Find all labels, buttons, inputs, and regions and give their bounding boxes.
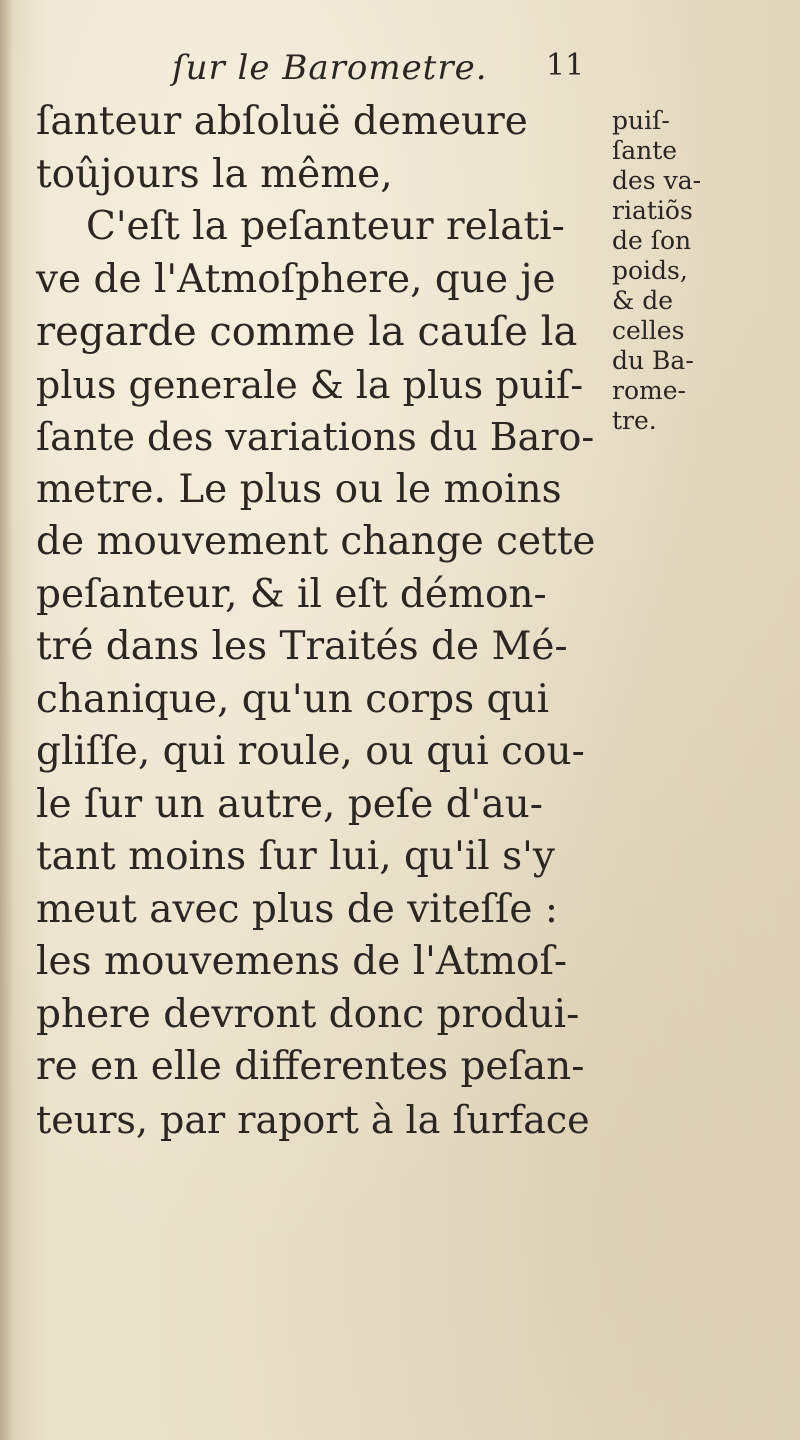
text-line: re en elle differentes peſan- xyxy=(36,1044,585,1089)
running-title: ſur le Barometre. xyxy=(172,48,488,88)
margin-note-line: & de xyxy=(612,286,673,315)
text-line: ve de l'Atmoſphere, que je xyxy=(36,256,556,302)
margin-note-line: celles xyxy=(612,316,685,345)
text-line: chanique, qu'un corps qui xyxy=(36,676,550,722)
text-line: tré dans les Traités de Mé- xyxy=(36,624,568,669)
text-line: tant moins ſur lui, qu'il s'y xyxy=(36,834,555,879)
page-number: 11 xyxy=(546,48,585,83)
text-line: plus generale & la plus puiſ- xyxy=(36,362,584,407)
margin-note-line: de ſon xyxy=(612,226,692,255)
margin-note-line: poids, xyxy=(612,256,688,285)
text-line: phere devront donc produi- xyxy=(36,991,580,1037)
text-line: peſanteur, & il eſt démon- xyxy=(36,571,547,617)
margin-note-line: des va- xyxy=(612,166,702,195)
margin-note-line: rome- xyxy=(612,376,686,405)
margin-note-line: riatiõs xyxy=(612,196,693,225)
margin-note-line: puiſ- xyxy=(612,106,670,135)
marginal-note xyxy=(612,106,792,436)
margin-note-line: du Ba- xyxy=(612,346,694,375)
main-text-block xyxy=(36,96,596,1146)
text-line: gliſſe, qui roule, ou qui cou- xyxy=(36,729,585,774)
page-gutter-shadow xyxy=(0,0,14,1440)
margin-note-line: ſante xyxy=(612,136,678,165)
text-line: C'eſt la peſanteur relati- xyxy=(86,204,565,249)
text-line: ſante des variations du Baro- xyxy=(36,415,595,459)
text-line: de mouvement change cette xyxy=(36,519,596,564)
text-line: toûjours la même, xyxy=(36,151,393,197)
margin-note-line: tre. xyxy=(612,406,657,435)
text-line: regarde comme la cauſe la xyxy=(36,309,578,355)
text-line: ſanteur abſoluë demeure xyxy=(36,99,528,144)
text-line: meut avec plus de viteſſe : xyxy=(36,886,559,932)
text-line: le ſur un autre, peſe d'au- xyxy=(36,781,543,827)
text-line: teurs, par raport à la ſurface xyxy=(36,1097,590,1142)
text-line: les mouvemens de l'Atmoſ- xyxy=(36,939,568,984)
text-line: metre. Le plus ou le moins xyxy=(36,466,562,512)
